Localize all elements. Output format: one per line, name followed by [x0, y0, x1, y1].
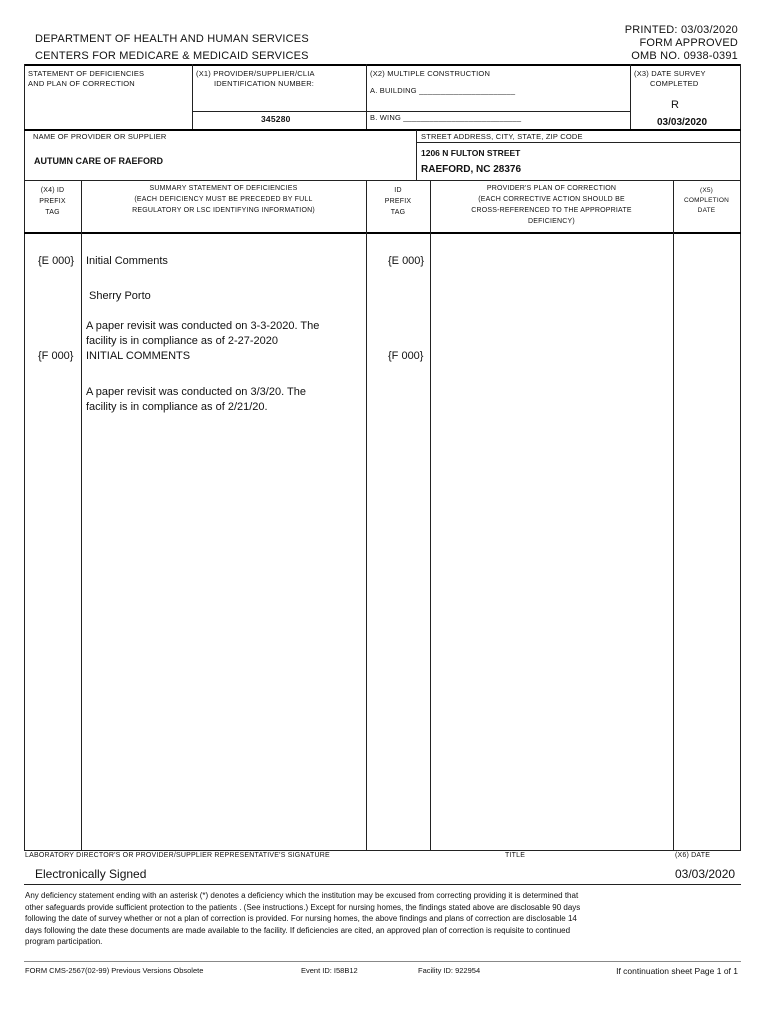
divider	[430, 180, 431, 850]
e-title: Initial Comments	[86, 255, 168, 267]
divider	[192, 64, 193, 130]
x4-header-2: PREFIX	[39, 198, 66, 205]
divider	[366, 64, 367, 130]
wing-label: B. WING ___________________________	[370, 113, 522, 122]
footnote-line3: following the date of survey whether or not a plan of correction is provided. For nursing homes, the above findings and plans of correction are disclosable 14	[25, 914, 577, 923]
f-tag-right: {F 000}	[388, 350, 424, 362]
divider	[24, 129, 741, 131]
divider	[366, 180, 367, 850]
footnote-line1: Any deficiency statement ending with an asterisk (*) denotes a deficiency which the institution may be excused from correcting providing it is determined that	[25, 891, 579, 900]
summary-header: SUMMARY STATEMENT OF DEFICIENCIES	[149, 185, 298, 192]
divider	[24, 961, 741, 962]
summary-header-2: (EACH DEFICIENCY MUST BE PRECEDED BY FULL	[134, 196, 313, 203]
top-rule	[24, 64, 741, 66]
survey-date: 03/03/2020	[657, 117, 708, 128]
divider	[416, 130, 417, 180]
left-border	[24, 64, 25, 850]
statement-label-2: AND PLAN OF CORRECTION	[28, 79, 135, 88]
x4-header-3: TAG	[45, 209, 60, 216]
e-tag-right: {E 000}	[388, 255, 425, 267]
plan-header-4: DEFICIENCY)	[528, 218, 575, 225]
provider-name-label: NAME OF PROVIDER OR SUPPLIER	[33, 132, 167, 141]
omb-number: OMB NO. 0938-0391	[631, 50, 738, 62]
summary-header-3: REGULATORY OR LSC IDENTIFYING INFORMATION)	[132, 207, 315, 214]
form-number: FORM CMS-2567(02-99) Previous Versions Obsolete	[25, 966, 204, 975]
x5-header-3: DATE	[697, 207, 716, 214]
x2-label: (X2) MULTIPLE CONSTRUCTION	[370, 69, 491, 78]
footnote-line2: other safeguards provide sufficient protection to the patients . (See instructions.) Except for nursing homes, the findings stated above are disclosable 90 days	[25, 902, 581, 912]
street-address: 1206 N FULTON STREET	[421, 148, 521, 158]
printed-date: PRINTED: 03/03/2020	[624, 24, 738, 36]
inspector-name: Sherry Porto	[89, 290, 151, 302]
facility-id: Facility ID: 922954	[418, 966, 481, 975]
divider	[366, 111, 630, 112]
date-label: (X6) DATE	[675, 852, 711, 859]
signature-value: Electronically Signed	[35, 867, 147, 881]
e-tag: {E 000}	[38, 255, 75, 267]
statement-label: STATEMENT OF DEFICIENCIES	[28, 69, 145, 78]
divider	[81, 180, 82, 850]
x3-label: (X3) DATE SURVEY	[634, 69, 706, 78]
x4-header: (X4) ID	[40, 187, 65, 194]
id-header-3: TAG	[390, 209, 406, 216]
f-comment-line2: facility is in compliance as of 2/21/20.	[86, 401, 268, 413]
divider	[24, 232, 741, 234]
divider	[24, 884, 741, 885]
e-comment-line1: A paper revisit was conducted on 3-3-2020. The	[86, 320, 320, 332]
department-title: DEPARTMENT OF HEALTH AND HUMAN SERVICES	[35, 33, 309, 45]
event-id: Event ID: I58B12	[301, 966, 358, 975]
id-header-2: PREFIX	[384, 198, 412, 205]
footnote-line4: days following the date these documents are made available to the facility. If deficiencies are cited, an approved plan of correction is requisite to continued	[25, 925, 571, 935]
f-tag: {F 000}	[38, 350, 74, 362]
form-approved: FORM APPROVED	[639, 37, 738, 49]
address-label: STREET ADDRESS, CITY, STATE, ZIP CODE	[421, 132, 583, 141]
x5-header-2: COMPLETION	[684, 197, 729, 204]
footnote	[25, 890, 580, 948]
x1-label: (X1) PROVIDER/SUPPLIER/CLIA	[196, 69, 315, 78]
page-indicator: If continuation sheet Page 1 of 1	[616, 966, 738, 976]
e-comment-line2: facility is in compliance as of 2-27-2020	[86, 335, 278, 347]
footnote-line5: program participation.	[25, 937, 103, 946]
divider	[416, 142, 741, 143]
divider	[673, 180, 674, 850]
provider-id-number: 345280	[261, 114, 291, 124]
centers-title: CENTERS FOR MEDICARE & MEDICAID SERVICES	[35, 50, 309, 62]
building-label: A. BUILDING ______________________	[370, 86, 516, 95]
provider-name: AUTUMN CARE OF RAEFORD	[34, 156, 163, 166]
signature-label: LABORATORY DIRECTOR'S OR PROVIDER/SUPPLIER REPRESENTATIVE'S SIGNATURE	[25, 852, 330, 859]
survey-code: R	[671, 99, 679, 111]
title-label: TITLE	[505, 852, 526, 859]
id-header: ID	[394, 187, 402, 194]
divider	[192, 111, 366, 112]
x1-label-2: IDENTIFICATION NUMBER:	[214, 79, 315, 88]
signature-date: 03/03/2020	[675, 867, 736, 881]
x3-label-2: COMPLETED	[650, 79, 699, 88]
plan-header-2: (EACH CORRECTIVE ACTION SHOULD BE	[478, 196, 625, 203]
plan-header-3: CROSS-REFERENCED TO THE APPROPRIATE	[471, 207, 632, 214]
x5-header: (X5)	[699, 187, 714, 194]
plan-header: PROVIDER'S PLAN OF CORRECTION	[486, 185, 617, 192]
divider	[630, 64, 631, 130]
f-title: INITIAL COMMENTS	[86, 350, 191, 362]
f-comment-line1: A paper revisit was conducted on 3/3/20. The	[86, 386, 306, 398]
divider	[24, 180, 741, 181]
right-border	[740, 64, 741, 850]
city-state-zip: RAEFORD, NC 28376	[421, 164, 522, 175]
